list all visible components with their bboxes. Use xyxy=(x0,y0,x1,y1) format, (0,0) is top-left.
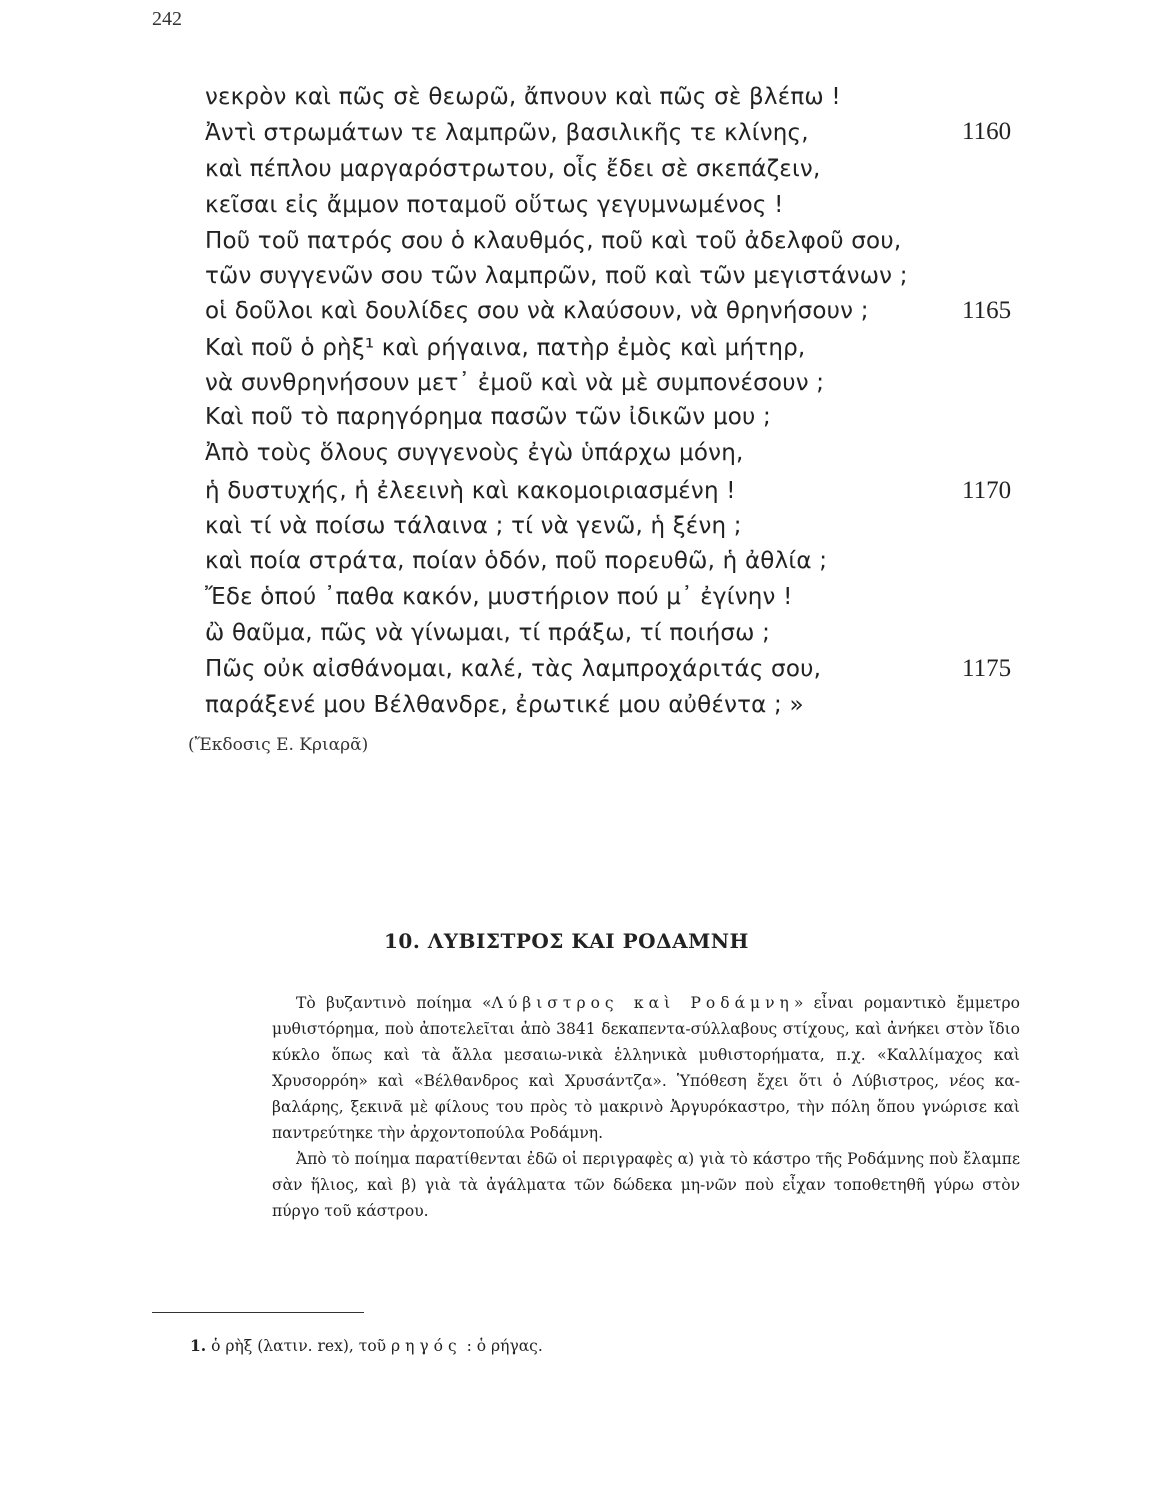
verse-number: 1170 xyxy=(962,477,1012,504)
footnote-text: ὁ ρὴξ (λατιν. rex), τοῦ xyxy=(211,1337,387,1355)
footnote xyxy=(190,1336,543,1355)
verse-line: Πῶς οὐκ αἰσθάνομαι, καλέ, τὰς λαμπροχάριτάς σου, xyxy=(205,656,822,682)
verse-line: καὶ τί νὰ ποίσω τάλαινα ; τί νὰ γενῶ, ἡ ξένη ; xyxy=(205,513,742,539)
verse-line: Ἔδε ὁπού ᾿παθα κακόν, μυστήριον πού μ᾿ ἐγίνην ! xyxy=(205,584,793,610)
prose-paragraph xyxy=(272,990,1020,1146)
verse-number: 1160 xyxy=(962,118,1012,145)
section-heading: 10. ΛΥΒΙΣΤΡΟΣ ΚΑΙ ΡΟΔΑΜΝΗ xyxy=(384,929,749,953)
prose-text: » εἶναι ρομαντικὸ ἔμμετρο μυθιστόρημα, ποὺ ἀποτελεῖται ἀπὸ 3841 δεκαπεντα-σύλλαβους στίχους, καὶ ἀνήκει στὸν ἴδιο κύκλο ὅπως καὶ τὰ ἄλλα μεσαιω-νικὰ ἑλληνικὰ μυθιστορήματα, π.χ. «Καλλίμαχος καὶ Χρυσορρόη» καὶ «Βέλθανδρος καὶ Χρυσάντζα». Ὑπόθεση ἔχει ὅτι ὁ Λύβιστρος, νέος κα-βαλάρης, ξεκινᾶ μὲ φίλους του πρὸς τὸ μακρινὸ Ἀργυρόκαστρο, τὴν πόλη ὅπου γνώρισε καὶ παντρεύτηκε τὴν ἀρχοντοπούλα Ροδάμνη. xyxy=(272,994,1020,1142)
poem-title: Λύβιστρος καὶ Ροδάμνη xyxy=(491,994,794,1012)
edition-credit: (Ἔκδοσις Ε. Κριαρᾶ) xyxy=(188,735,369,755)
prose-body xyxy=(272,990,1020,1224)
footnote-number: 1. xyxy=(190,1336,207,1355)
verse-line: νεκρὸν καὶ πῶς σὲ θεωρῶ, ἄπνουν καὶ πῶς σὲ βλέπω ! xyxy=(205,84,841,110)
verse-number: 1165 xyxy=(962,297,1012,324)
verse-line: κεῖσαι εἰς ἄμμον ποταμοῦ οὕτως γεγυμνωμένος ! xyxy=(205,192,784,218)
verse-line: καὶ πέπλου μαργαρόστρωτου, οἷς ἔδει σὲ σκεπάζειν, xyxy=(205,156,821,182)
footnote-divider xyxy=(152,1312,364,1313)
verse-line: Καὶ ποῦ ὁ ρὴξ¹ καὶ ρήγαινα, πατὴρ ἐμὸς καὶ μήτηρ, xyxy=(205,335,806,361)
verse-line: Καὶ ποῦ τὸ παρηγόρημα πασῶν τῶν ἰδικῶν μου ; xyxy=(205,404,772,430)
prose-paragraph: Ἀπὸ τὸ ποίημα παρατίθενται ἐδῶ οἱ περιγραφὲς α) γιὰ τὸ κάστρο τῆς Ροδάμνης ποὺ ἔλαμπε σὰν ἥλιος, καὶ β) γιὰ τὰ ἀγάλματα τῶν δώδεκα μη-νῶν ποὺ εἶχαν τοποθετηθῆ γύρω στὸν πύργο τοῦ κάστρου. xyxy=(272,1150,1020,1220)
footnote-text: : ὁ ρήγας. xyxy=(466,1337,543,1355)
verse-line: οἱ δοῦλοι καὶ δουλίδες σου νὰ κλαύσουν, νὰ θρηνήσουν ; xyxy=(205,298,869,324)
page-number: 242 xyxy=(152,8,182,30)
verse-line: ἡ δυστυχής, ἡ ἐλεεινὴ καὶ κακομοιριασμένη ! xyxy=(205,478,736,504)
verse-line: Ποῦ τοῦ πατρός σου ὁ κλαυθμός, ποῦ καὶ τοῦ ἀδελφοῦ σου, xyxy=(205,228,902,254)
verse-number: 1175 xyxy=(962,655,1012,682)
prose-text: Τὸ βυζαντινὸ ποίημα « xyxy=(296,994,492,1012)
verse-line: παράξενέ μου Βέλθανδρε, ἐρωτικέ μου αὐθέντα ; » xyxy=(205,692,804,718)
verse-line: Ἀντὶ στρωμάτων τε λαμπρῶν, βασιλικῆς τε κλίνης, xyxy=(205,120,809,146)
verse-line: Ἀπὸ τοὺς ὅλους συγγενοὺς ἐγὼ ὑπάρχω μόνη, xyxy=(205,440,744,466)
verse-line: νὰ συνθρηνήσουν μετ᾿ ἐμοῦ καὶ νὰ μὲ συμπονέσουν ; xyxy=(205,370,825,396)
verse-line: τῶν συγγενῶν σου τῶν λαμπρῶν, ποῦ καὶ τῶν μεγιστάνων ; xyxy=(205,263,908,289)
footnote-spaced-word: ρηγός xyxy=(391,1337,462,1355)
verse-line: ὢ θαῦμα, πῶς νὰ γίνωμαι, τί πράξω, τί ποιήσω ; xyxy=(205,620,771,646)
verse-line: καὶ ποία στράτα, ποίαν ὁδόν, ποῦ πορευθῶ, ἡ ἀθλία ; xyxy=(205,548,828,574)
